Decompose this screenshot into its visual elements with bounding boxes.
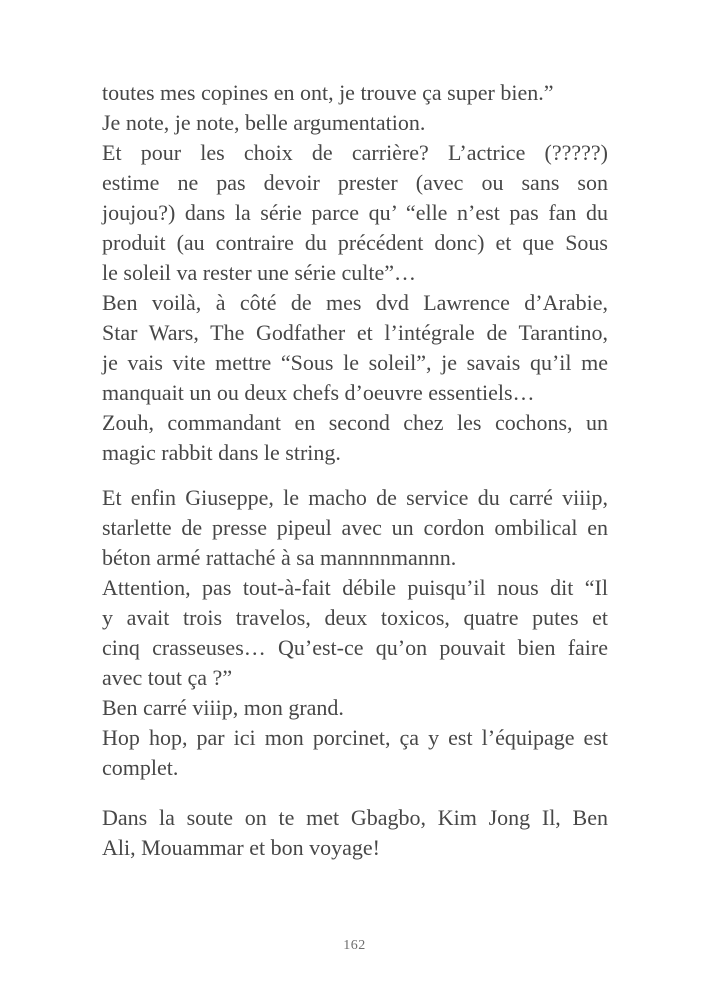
text-line: Attention, pas tout-à-fait débile puisqu’il nous dit “Il: [102, 575, 608, 600]
page-number: 162: [343, 938, 366, 953]
paragraph: [102, 138, 608, 288]
text-line: le soleil va rester une série culte”…: [102, 260, 416, 285]
text-line: cinq crasseuses… Qu’est-ce qu’on pouvait bien faire: [102, 635, 608, 660]
text-line: complet.: [102, 755, 179, 780]
text-line: Et enfin Giuseppe, le macho de service du carré viiip,: [102, 485, 608, 510]
text-line: béton armé rattaché à sa mannnnmannn.: [102, 545, 457, 570]
paragraph: [102, 408, 608, 468]
page-text: [102, 78, 608, 863]
paragraph: [102, 483, 608, 573]
paragraph: [102, 803, 608, 863]
text-line: Je note, je note, belle argumentation.: [102, 110, 426, 135]
text-block: [102, 78, 608, 468]
text-block: [102, 803, 608, 863]
text-block: [102, 483, 608, 783]
text-line: Ben voilà, à côté de mes dvd Lawrence d’Arabie,: [102, 290, 608, 315]
text-line: Et pour les choix de carrière? L’actrice (?????): [102, 140, 608, 165]
paragraph: [102, 288, 608, 408]
paragraph: [102, 693, 608, 723]
text-line: joujou?) dans la série parce qu’ “elle n’est pas fan du: [102, 200, 608, 225]
text-line: Ali, Mouammar et bon voyage!: [102, 835, 380, 860]
paragraph: [102, 78, 608, 108]
text-line: starlette de presse pipeul avec un cordon ombilical en: [102, 515, 608, 540]
text-line: Dans la soute on te met Gbagbo, Kim Jong Il, Ben: [102, 805, 608, 830]
paragraph: [102, 723, 608, 783]
text-line: Zouh, commandant en second chez les cochons, un: [102, 410, 608, 435]
text-line: toutes mes copines en ont, je trouve ça super bien.”: [102, 80, 554, 105]
text-line: Hop hop, par ici mon porcinet, ça y est l’équipage est: [102, 725, 608, 750]
text-line: avec tout ça ?”: [102, 665, 233, 690]
text-line: y avait trois travelos, deux toxicos, quatre putes et: [102, 605, 608, 630]
text-line: magic rabbit dans le string.: [102, 440, 341, 465]
text-line: Star Wars, The Godfather et l’intégrale de Tarantino,: [102, 320, 608, 345]
text-line: je vais vite mettre “Sous le soleil”, je savais qu’il me: [102, 350, 608, 375]
text-line: Ben carré viiip, mon grand.: [102, 695, 344, 720]
text-line: manquait un ou deux chefs d’oeuvre essentiels…: [102, 380, 535, 405]
text-line: produit (au contraire du précédent donc) et que Sous: [102, 230, 608, 255]
paragraph: [102, 573, 608, 693]
paragraph: [102, 108, 608, 138]
text-line: estime ne pas devoir prester (avec ou sans son: [102, 170, 608, 195]
